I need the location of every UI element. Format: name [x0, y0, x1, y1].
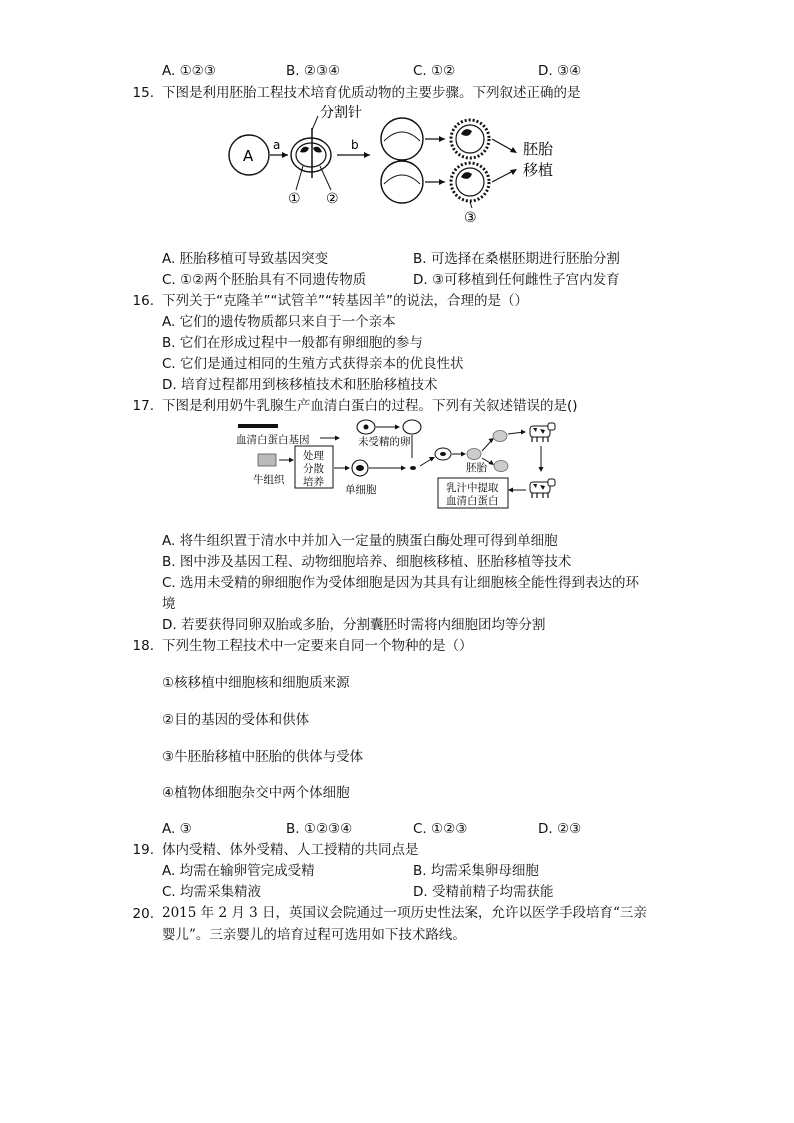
single-cell-label: 单细胞: [345, 484, 377, 496]
embryo-3: [494, 461, 508, 472]
question-stem-line-2: 婴儿”。三亲婴儿的培育过程可选用如下技术路线。: [162, 927, 466, 943]
q19-option-a: A. 均需在输卵管完成受精: [162, 863, 315, 879]
question-number: 17.: [132, 398, 154, 414]
serum-albumin-production-diagram: [228, 418, 568, 518]
q17-option-c: C. 选用未受精的卵细胞作为受体细胞是因为其具有让细胞核全能性得到表达的环: [162, 575, 640, 591]
cow-icon: [530, 479, 555, 498]
svg-text:血清白蛋白: 血清白蛋白: [446, 495, 499, 507]
question-stem: 下列关于“克隆羊”“试管羊”“转基因羊”的说法，合理的是（）: [162, 293, 528, 309]
gene-bar: [238, 424, 278, 428]
unfert-egg-label: 未受精的卵: [358, 436, 411, 448]
q19-option-c: C. 均需采集精液: [162, 884, 262, 900]
q15-option-b: B. 可选择在桑椹胚期进行胚胎分割: [413, 251, 620, 267]
q18-option-b: B. ①②③④: [286, 821, 353, 837]
svg-text:培养: 培养: [303, 476, 324, 488]
q18-option-c: C. ①②③: [413, 821, 468, 837]
gene-label: 血清白蛋白基因: [236, 434, 310, 446]
q18-option-a: A. ③: [162, 821, 192, 837]
question-stem: 下图是利用胚胎工程技术培育优质动物的主要步骤。下列叙述正确的是: [162, 85, 581, 101]
embryo-top: [451, 120, 489, 158]
q15-option-d: D. ③可移植到任何雌性子宫内发育: [413, 272, 620, 288]
svg-text:分散: 分散: [303, 463, 324, 475]
arrow-b-label: b: [351, 138, 359, 152]
q14-option-c: C. ①②: [413, 63, 456, 79]
embryo-bottom: [451, 163, 489, 201]
embryo-label: 胚胎: [466, 462, 487, 474]
question-stem: 下列生物工程技术中一定要来自同一个物种的是（）: [162, 638, 473, 654]
question-number: 15.: [132, 85, 154, 101]
embryo-splitting-diagram: [220, 104, 640, 232]
q17-option-d: D. 若要获得同卵双胎或多胎，分割囊胚时需将内细胞团均等分割: [162, 617, 546, 633]
question-stem-line-1: 2015 年 2 月 3 日，英国议会院通过一项历史性法案，允许以医学手段培育“三亲: [162, 905, 647, 921]
transfer-label-2: 移植: [523, 161, 554, 179]
half-embryo-bottom: [381, 161, 423, 203]
q15-option-a: A. 胚胎移植可导致基因突变: [162, 251, 329, 267]
question-number: 16.: [132, 293, 154, 309]
arrow-a-label: a: [273, 138, 281, 152]
enucleated-egg: [410, 466, 416, 470]
q16-option-b: B. 它们在形成过程中一般都有卵细胞的参与: [162, 335, 423, 351]
q18-item-1: ①核移植中细胞核和细胞质来源: [162, 675, 350, 691]
svg-text:乳汁中提取: 乳汁中提取: [446, 482, 499, 494]
cell-a-label: A: [243, 147, 254, 165]
transfer-label-1: 胚胎: [523, 140, 554, 158]
q18-item-3: ③牛胚胎移植中胚胎的供体与受体: [162, 749, 364, 765]
cow-icon: [530, 423, 555, 442]
svg-text:处理: 处理: [303, 450, 324, 462]
q18-item-2: ②目的基因的受体和供体: [162, 712, 310, 728]
q14-option-d: D. ③④: [538, 63, 582, 79]
question-number: 19.: [132, 842, 154, 858]
needle-label: 分割针: [320, 105, 362, 121]
label-2: ②: [326, 191, 339, 207]
q18-item-4: ④植物体细胞杂交中两个体细胞: [162, 785, 350, 801]
half-embryo-top: [381, 118, 423, 160]
label-3: ③: [464, 210, 477, 226]
question-stem: 下图是利用奶牛乳腺生产血清白蛋白的过程。下列有关叙述错误的是(): [162, 398, 578, 414]
q17-option-a: A. 将牛组织置于清水中并加入一定量的胰蛋白酶处理可得到单细胞: [162, 533, 558, 549]
label-1: ①: [288, 191, 301, 207]
embryo-1: [467, 449, 481, 460]
q18-option-d: D. ②③: [538, 821, 582, 837]
q15-option-c: C. ①②两个胚胎具有不同遗传物质: [162, 272, 367, 288]
q17-option-b: B. 图中涉及基因工程、动物细胞培养、细胞核移植、胚胎移植等技术: [162, 554, 572, 570]
egg-cell: [403, 420, 421, 434]
tissue-label: 牛组织: [253, 474, 285, 486]
q16-option-c: C. 它们是通过相同的生殖方式获得亲本的优良性状: [162, 356, 464, 372]
q17-option-c-cont: 境: [162, 596, 176, 612]
embryo-2: [493, 431, 507, 442]
q19-option-d: D. 受精前精子均需获能: [413, 884, 554, 900]
q16-option-d: D. 培育过程都用到核移植技术和胚胎移植技术: [162, 377, 438, 393]
q14-option-b: B. ②③④: [286, 63, 341, 79]
question-stem: 体内受精、体外受精、人工授精的共同点是: [162, 842, 419, 858]
tissue-block: [258, 454, 276, 466]
q19-option-b: B. 均需采集卵母细胞: [413, 863, 539, 879]
question-number: 18.: [132, 638, 154, 654]
question-number: 20.: [132, 906, 154, 922]
q14-option-a: A. ①②③: [162, 63, 216, 79]
q16-option-a: A. 它们的遗传物质都只来自于一个亲本: [162, 314, 396, 330]
